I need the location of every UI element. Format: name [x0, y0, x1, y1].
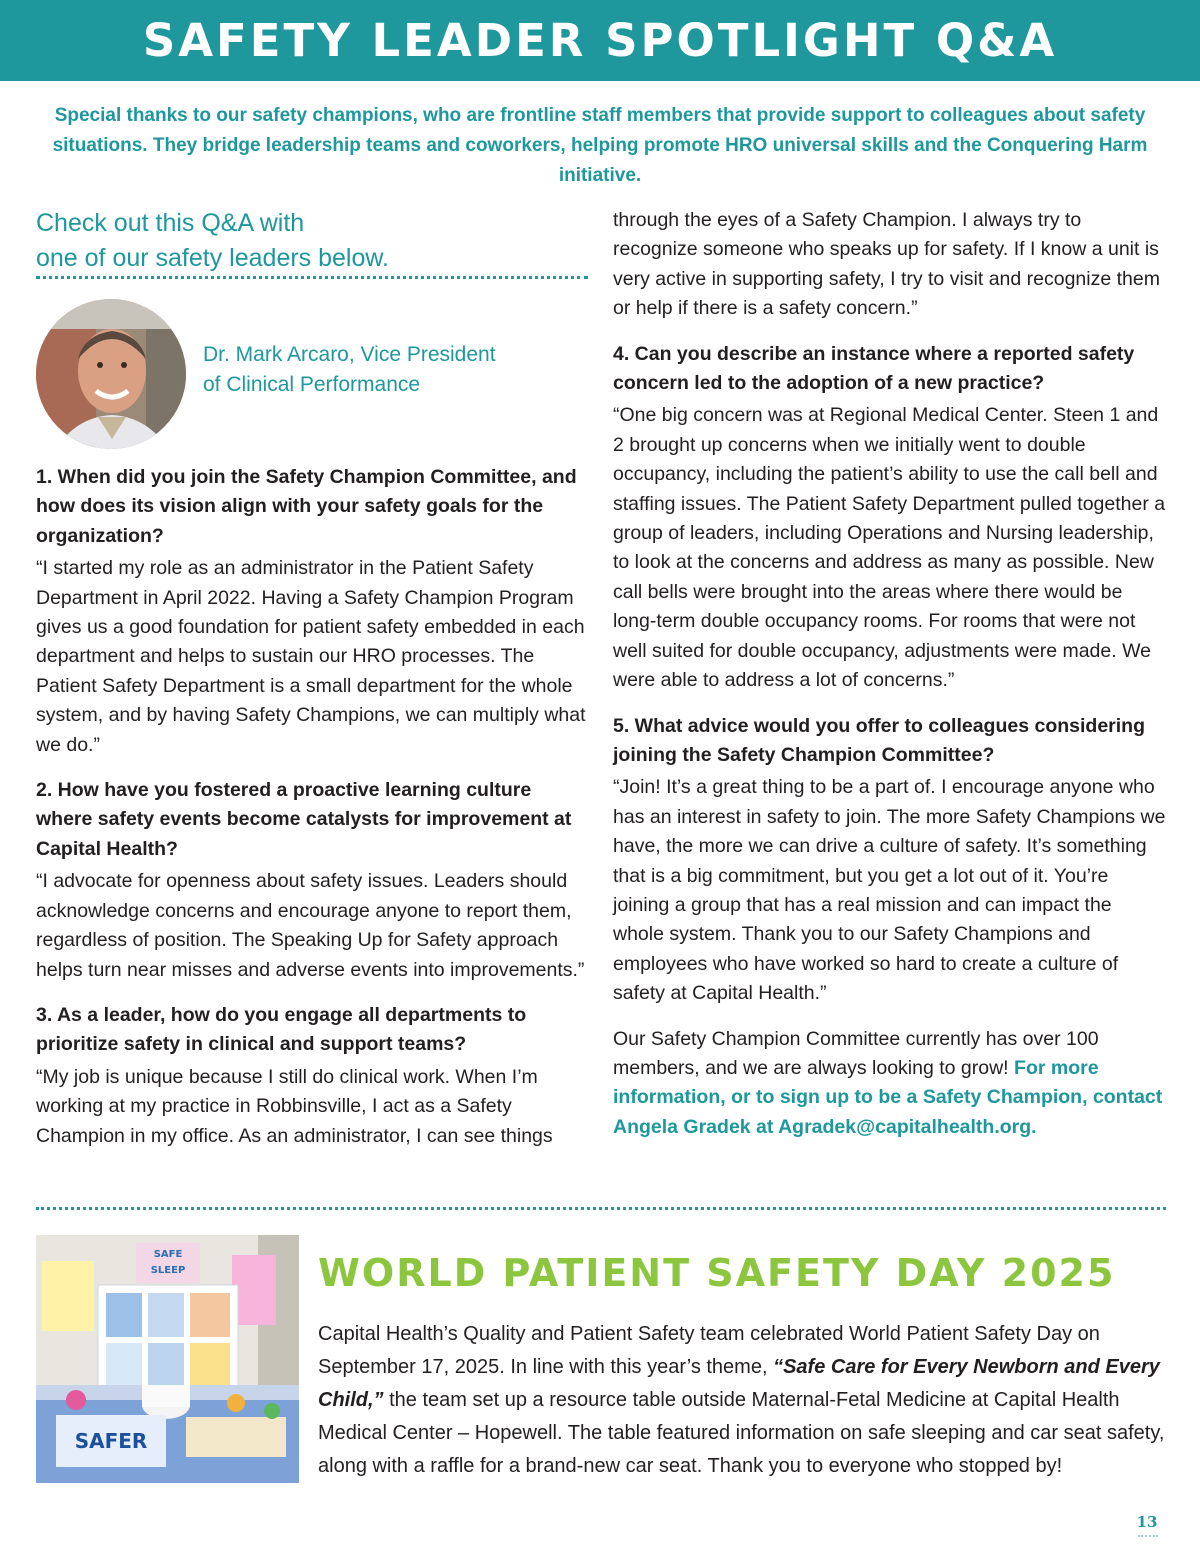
leader-name [203, 340, 583, 400]
answer-4: “One big concern was at Regional Medical Center. Steen 1 and 2 brought up concerns when we initially went to double occupancy, including the patient’s ability to use the call bell and staffing issues. The Patient Safety Department pulled together a group of leaders, including Operations and Nursing leadership, to look at the concerns and address as many as possible. New call bells were brought into the areas where there would be long-term double occupancy rooms. For rooms that were not well suited for double occupancy, adjustments were made. We were able to address a lot of concerns.” [613, 404, 1166, 692]
question-5: 5. What advice would you offer to colleagues considering joining the Safety Champion Committee? [613, 714, 1146, 766]
closing-paragraph [613, 1025, 1166, 1143]
question-4: 4. Can you describe an instance where a reported safety concern led to the adoption of a new practice? [613, 342, 1135, 395]
left-column [36, 463, 588, 1167]
intro-paragraph: Special thanks to our safety champions, who are frontline staff members that provide support to colleagues about safety situations. They bridge leadership teams and coworkers, helping promote HRO universal skills and the Conquering Harm initiative. [52, 105, 1148, 186]
lead-line-1: Check out this Q&A with [36, 209, 305, 237]
leader-name-line-2: of Clinical Performance [203, 373, 421, 396]
section-divider [36, 1207, 1166, 1210]
title-banner [0, 0, 1200, 81]
answer-3-part-1: “My job is unique because I still do clinical work. When I’m working at my practice in Robbinsville, I act as a Safety Champion in my office. As an administrator, I can see things [36, 1065, 553, 1147]
lead-line-2: one of our safety leaders below. [36, 244, 390, 272]
portrait-photo [36, 299, 186, 449]
photo-sign-bottom: SLEEP [150, 1265, 186, 1276]
closing-text: Our Safety Champion Committee currently has over 100 members, and we are always looking to grow! [613, 1027, 1099, 1079]
answer-3-part-2: through the eyes of a Safety Champion. I always try to recognize someone who speaks up for safety. If I know a unit is very active in supporting safety, I try to visit and recognize them or help if there is a safety concern.” [613, 209, 1160, 320]
event-photo [36, 1235, 299, 1483]
lead-heading [36, 206, 586, 276]
answer-1: “I started my role as an administrator in the Patient Safety Department in April 2022. Having a Safety Champion Program gives us a good foundation for patient safety embedded in each department and helps to sustain our HRO processes. The Patient Safety Department is a small department for the whole system, and by having Safety Champions, we can multiply what we do.” [36, 557, 586, 756]
question-3: 3. As a leader, how do you engage all departments to prioritize safety in clinical and support teams? [36, 1003, 527, 1056]
answer-5: “Join! It’s a great thing to be a part of. I encourage anyone who has an interest in safety to join. The more Safety Champions we have, the more we can drive a culture of safety. It’s something that is a big commitment, but you get a lot out of it. You’re joining a group that has a real mission and can impact the whole system. Thank you to our Safety Champions and employees who have worked so hard to create a culture of safety at Capital Health.” [613, 776, 1166, 1005]
lead-divider [36, 276, 588, 279]
contact-callout: For more information, or to sign up to be a Safety Champion, contact Angela Gradek at Agradek@capitalhealth.org. [613, 1056, 1163, 1138]
photo-banner-text: SAFER [74, 1429, 148, 1453]
question-1: 1. When did you join the Safety Champion Committee, and how does its vision align with your safety goals for the organization? [36, 466, 577, 547]
event-title: WORLD PATIENT SAFETY DAY 2025 [318, 1251, 1116, 1295]
event-body-part-2: the team set up a resource table outside Maternal-Fetal Medicine at Capital Health Medical Center – Hopewell. The table featured information on safe sleeping and car seat safety, along with a raffle for a brand-new car seat. Thank you to everyone who stopped by! [318, 1389, 1165, 1477]
photo-sign-top: SAFE [153, 1249, 183, 1260]
page-number-ornament [1138, 1535, 1158, 1537]
page-title: SAFETY LEADER SPOTLIGHT Q&A [142, 14, 1058, 67]
right-column [613, 206, 1166, 1158]
event-theme: “Safe Care for Every Newborn and Every Child,” [318, 1356, 1160, 1411]
event-description [318, 1318, 1178, 1483]
page-number: 13 [1136, 1513, 1158, 1531]
leader-name-line-1: Dr. Mark Arcaro, Vice President [203, 343, 496, 366]
answer-2: “I advocate for openness about safety issues. Leaders should acknowledge concerns and encourage anyone to report them, regardless of position. The Speaking Up for Safety approach helps turn near misses and adverse events into improvements.” [36, 870, 585, 981]
question-2: 2. How have you fostered a proactive learning culture where safety events become catalysts for improvement at Capital Health? [36, 779, 572, 860]
event-body-part-1: Capital Health’s Quality and Patient Safety team celebrated World Patient Safety Day on September 17, 2025. In line with this year’s theme, [318, 1323, 1100, 1378]
